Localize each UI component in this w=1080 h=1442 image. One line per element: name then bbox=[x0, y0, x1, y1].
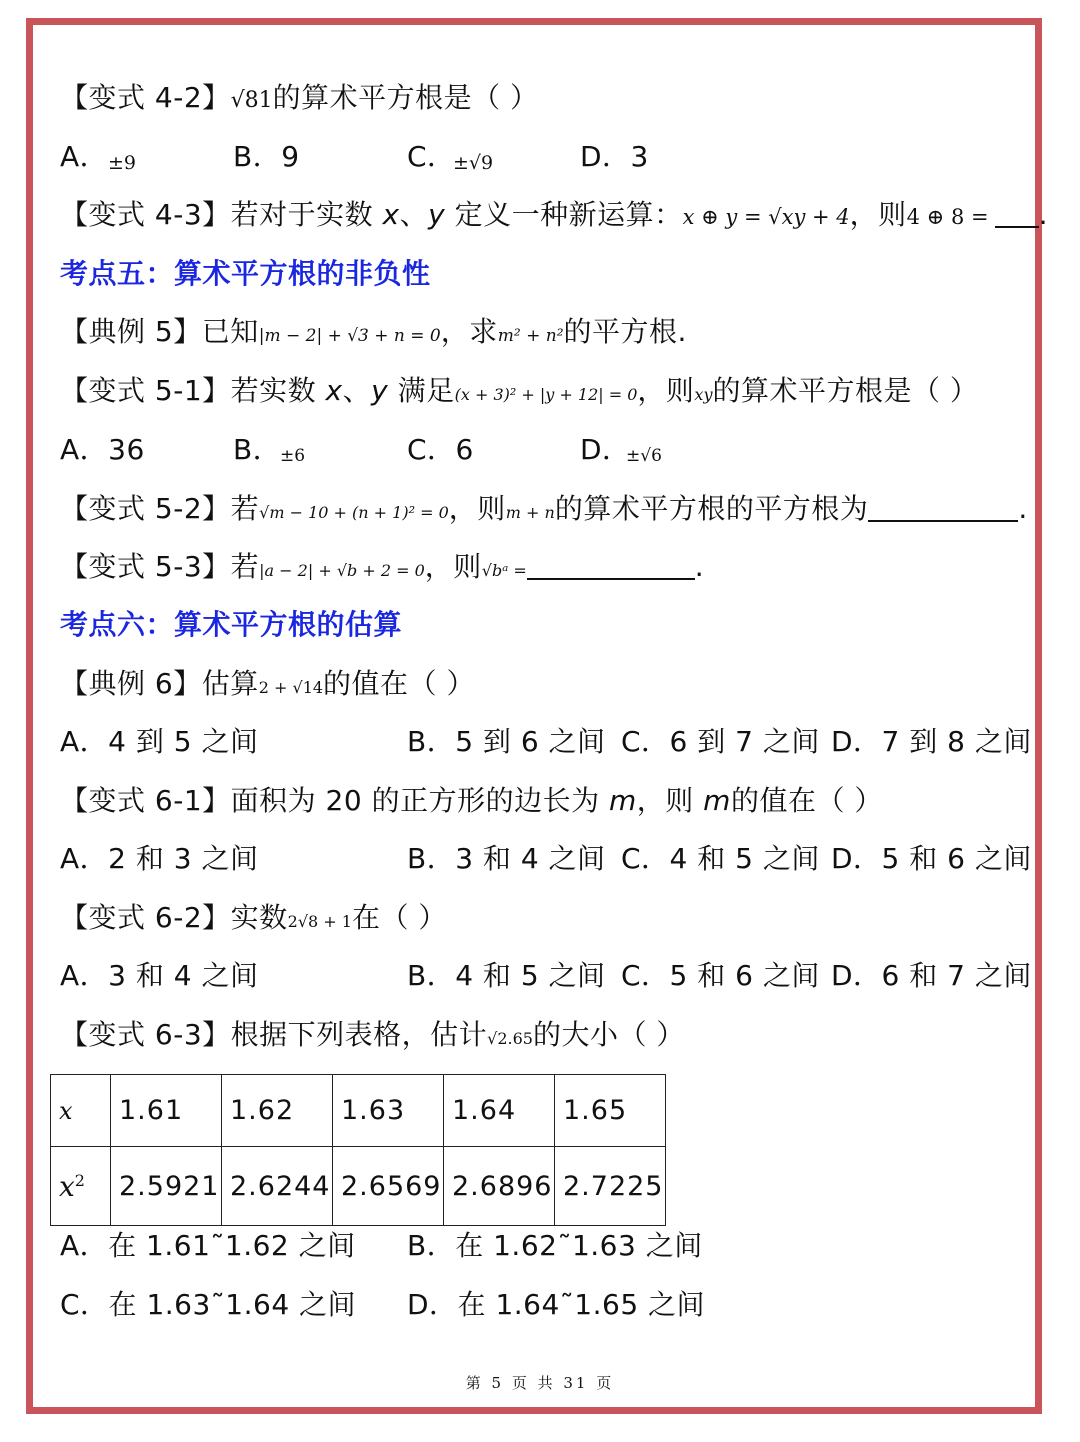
table-row bbox=[51, 1075, 666, 1147]
question-label: 【变式 6-2】 bbox=[60, 901, 231, 934]
question-text: 估算 bbox=[201, 667, 259, 700]
question-text: 的平方根. bbox=[563, 315, 687, 348]
question-text: 的算术平方根的平方根为 bbox=[554, 492, 869, 525]
section-heading-6: 考点六：算术平方根的估算 bbox=[60, 608, 403, 641]
option-b-label: B． bbox=[233, 433, 282, 466]
option-c: C．4 和 5 之间 bbox=[621, 842, 820, 875]
option-b: B．3 和 4 之间 bbox=[407, 842, 606, 875]
option-a-math: ±9 bbox=[108, 152, 137, 174]
question-label: 【典例 6】 bbox=[60, 667, 202, 700]
target-expression: √bᵃ = bbox=[481, 561, 527, 580]
variable-x: x bbox=[382, 198, 400, 231]
operation-definition: x ⊕ y = √xy + 4 bbox=[682, 205, 850, 229]
option-a: A．36 bbox=[60, 433, 145, 466]
math-expression: 2√8 + 1 bbox=[287, 912, 352, 931]
question-text: 的值在（ ） bbox=[323, 667, 475, 700]
question-text: ，则 bbox=[424, 550, 482, 583]
table-cell: 2.6569 bbox=[333, 1147, 444, 1226]
question-label: 【变式 6-1】 bbox=[60, 784, 231, 817]
target-expression: m² + n² bbox=[497, 326, 564, 346]
period: . bbox=[694, 550, 705, 583]
variable-x: x bbox=[325, 374, 343, 407]
option-c-label: C． bbox=[407, 140, 456, 173]
option-d: D．3 bbox=[580, 140, 649, 173]
condition-expression: |m − 2| + √3 + n = 0 bbox=[258, 326, 441, 346]
math-expression: √2.65 bbox=[487, 1029, 533, 1048]
option-a: A．在 1.61˜1.62 之间 bbox=[60, 1229, 356, 1262]
table-row bbox=[51, 1147, 666, 1226]
option-b-math: ±6 bbox=[280, 446, 306, 466]
question-text: 面积为 20 的正方形的边长为 bbox=[230, 784, 609, 817]
table-cell: 2.5921 bbox=[111, 1147, 222, 1226]
question-label: 【变式 5-2】 bbox=[60, 492, 231, 525]
period: . bbox=[1018, 492, 1028, 525]
variable-y: y bbox=[428, 198, 446, 231]
question-4-3 bbox=[60, 197, 1048, 235]
table-cell: 1.65 bbox=[555, 1075, 666, 1147]
question-label: 【变式 5-1】 bbox=[60, 374, 231, 407]
question-text: 的算术平方根是（ ） bbox=[712, 374, 979, 407]
option-b: B．在 1.62˜1.63 之间 bbox=[407, 1229, 703, 1262]
option-d: D．5 和 6 之间 bbox=[831, 842, 1032, 875]
variable-m: m bbox=[703, 784, 731, 817]
option-b: B．9 bbox=[233, 140, 300, 173]
option-b: B．5 到 6 之间 bbox=[407, 725, 606, 758]
table-header-cell bbox=[51, 1075, 111, 1147]
exponent: 2 bbox=[74, 1170, 85, 1190]
page-footer: 第 5 页 共 31 页 bbox=[465, 1374, 615, 1392]
table-cell: 1.61 bbox=[111, 1075, 222, 1147]
condition-expression: |a − 2| + √b + 2 = 0 bbox=[259, 561, 425, 580]
question-text: 已知 bbox=[201, 315, 259, 348]
question-text: 根据下列表格，估计 bbox=[230, 1018, 488, 1051]
question-4-2 bbox=[60, 80, 539, 119]
variable-m: m bbox=[608, 784, 637, 817]
option-d-label: D． bbox=[580, 433, 631, 466]
table-cell: 1.63 bbox=[333, 1075, 444, 1147]
variable-x: x bbox=[59, 1097, 73, 1125]
target-expression: m + n bbox=[505, 503, 555, 522]
math-expression: 2 + √14 bbox=[258, 678, 324, 697]
option-c: C．在 1.63˜1.64 之间 bbox=[60, 1288, 357, 1321]
example-6 bbox=[60, 666, 475, 706]
option-d-math: ±√6 bbox=[626, 446, 662, 466]
option-c: C．6 bbox=[407, 433, 474, 466]
question-text: 在（ ） bbox=[351, 901, 447, 934]
question-text: ，则 bbox=[849, 198, 907, 231]
question-text: ，则 bbox=[448, 492, 506, 525]
option-a: A．3 和 4 之间 bbox=[60, 959, 259, 992]
question-6-3 bbox=[60, 1017, 685, 1057]
target-expression: xy bbox=[694, 385, 713, 404]
question-text: ，求 bbox=[440, 315, 498, 348]
value-table bbox=[50, 1074, 666, 1226]
answer-blank bbox=[527, 552, 695, 580]
question-text: 的值在（ ） bbox=[730, 784, 883, 817]
question-6-2 bbox=[60, 900, 447, 940]
option-c-math: ±√9 bbox=[453, 152, 494, 174]
answer-blank bbox=[995, 200, 1039, 228]
separator: 、 bbox=[399, 198, 429, 231]
question-text: 的算术平方根是（ ） bbox=[272, 81, 539, 114]
question-text: ，则 bbox=[636, 784, 704, 817]
separator: 、 bbox=[342, 374, 372, 407]
option-a: A．4 到 5 之间 bbox=[60, 725, 259, 758]
question-text: 若对于实数 bbox=[230, 198, 383, 231]
option-d: D．7 到 8 之间 bbox=[831, 725, 1032, 758]
condition-expression: √m − 10 + (n + 1)² = 0 bbox=[259, 503, 449, 522]
period: . bbox=[1038, 198, 1048, 231]
question-text: 定义一种新运算： bbox=[445, 198, 683, 231]
example-5 bbox=[60, 314, 687, 354]
variable-x: x bbox=[59, 1169, 75, 1203]
answer-blank bbox=[868, 494, 1018, 522]
question-text: ，则 bbox=[637, 374, 695, 407]
table-cell: 2.7225 bbox=[555, 1147, 666, 1226]
table-cell: 1.64 bbox=[444, 1075, 555, 1147]
question-text: 若 bbox=[230, 492, 260, 525]
question-label: 【典例 5】 bbox=[60, 315, 202, 348]
condition-expression: (x + 3)² + |y + 12| = 0 bbox=[454, 385, 638, 404]
question-5-3 bbox=[60, 549, 704, 589]
question-5-2 bbox=[60, 491, 1028, 531]
table-cell: 2.6244 bbox=[222, 1147, 333, 1226]
option-d: D．6 和 7 之间 bbox=[831, 959, 1032, 992]
option-c: C．6 到 7 之间 bbox=[621, 725, 820, 758]
table-cell: 2.6896 bbox=[444, 1147, 555, 1226]
question-text: 实数 bbox=[230, 901, 288, 934]
question-label: 【变式 4-2】 bbox=[60, 81, 231, 114]
variable-y: y bbox=[371, 374, 389, 407]
question-text: 的大小（ ） bbox=[532, 1018, 685, 1051]
option-b: B．4 和 5 之间 bbox=[407, 959, 606, 992]
option-c: C．5 和 6 之间 bbox=[621, 959, 820, 992]
table-header-cell bbox=[51, 1147, 111, 1226]
question-6-1 bbox=[60, 783, 883, 819]
question-text: 若实数 bbox=[230, 374, 326, 407]
operation-query: 4 ⊕ 8 = bbox=[906, 205, 989, 229]
option-d: D．在 1.64˜1.65 之间 bbox=[407, 1288, 706, 1321]
question-label: 【变式 5-3】 bbox=[60, 550, 231, 583]
question-text: 若 bbox=[230, 550, 260, 583]
question-label: 【变式 4-3】 bbox=[60, 198, 231, 231]
math-expression: √81 bbox=[230, 88, 273, 113]
question-label: 【变式 6-3】 bbox=[60, 1018, 231, 1051]
question-5-1 bbox=[60, 373, 978, 413]
option-a: A．2 和 3 之间 bbox=[60, 842, 259, 875]
section-heading-5: 考点五：算术平方根的非负性 bbox=[60, 257, 431, 290]
question-text: 满足 bbox=[388, 374, 455, 407]
table-cell: 1.62 bbox=[222, 1075, 333, 1147]
option-a-label: A． bbox=[60, 140, 109, 173]
